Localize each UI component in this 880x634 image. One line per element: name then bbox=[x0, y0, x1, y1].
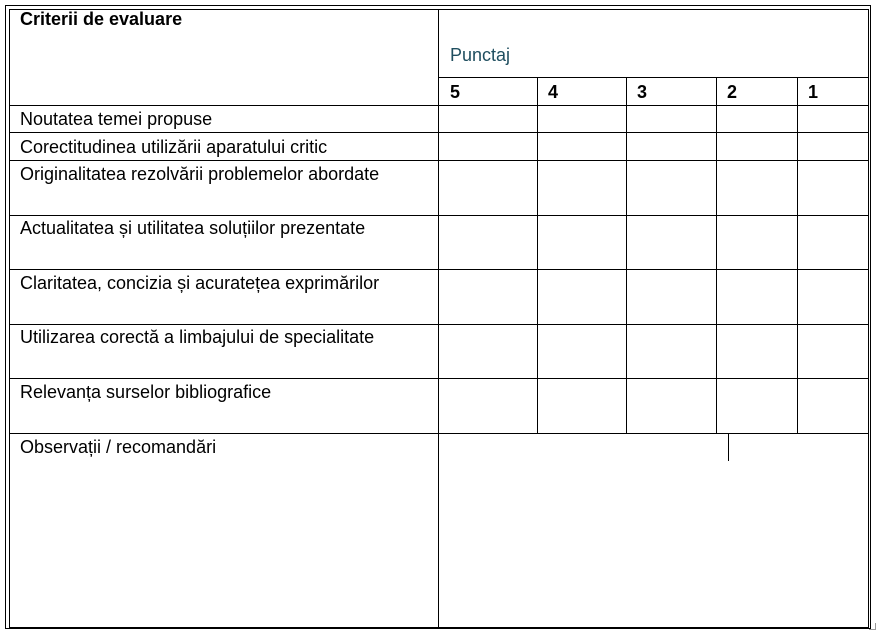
score-header: Punctaj bbox=[450, 45, 511, 65]
score-header-rule bbox=[438, 77, 869, 78]
observations-label: Observații / recomandări bbox=[20, 437, 217, 457]
criterion-novelty: Noutatea temei propuse bbox=[20, 109, 213, 129]
criterion-specialty-language: Utilizarea corectă a limbajului de specialitate bbox=[20, 327, 375, 347]
criterion-originality: Originalitatea rezolvării problemelor abordate bbox=[20, 164, 380, 184]
score-col-divider bbox=[797, 77, 798, 433]
score-5-header: 5 bbox=[450, 82, 461, 102]
score-col-divider bbox=[716, 77, 717, 433]
criterion-bibliography: Relevanța surselor bibliografice bbox=[20, 382, 272, 402]
criteria-header: Criterii de evaluare bbox=[20, 9, 183, 29]
score-2-header: 2 bbox=[727, 82, 738, 102]
score-3-header: 3 bbox=[637, 82, 648, 102]
page-corner-mark bbox=[869, 623, 876, 630]
criterion-relevance-utility: Actualitatea și utilitatea soluțiilor prezentate bbox=[20, 218, 366, 238]
criterion-critical-apparatus: Corectitudinea utilizării aparatului critic bbox=[20, 137, 328, 157]
criterion-clarity: Claritatea, concizia și acuratețea exprimărilor bbox=[20, 273, 380, 293]
score-col-divider bbox=[537, 77, 538, 433]
score-col-divider bbox=[626, 77, 627, 433]
score-1-header: 1 bbox=[808, 82, 819, 102]
observations-area[interactable] bbox=[439, 434, 868, 627]
score-4-header: 4 bbox=[548, 82, 559, 102]
